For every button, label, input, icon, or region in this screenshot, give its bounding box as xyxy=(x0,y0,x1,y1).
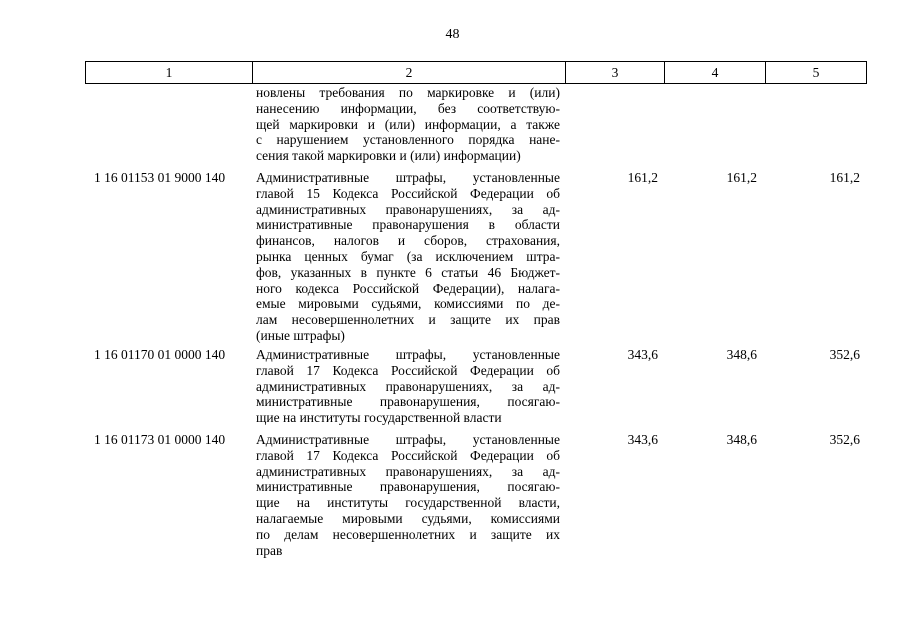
value-col-4: 348,6 xyxy=(726,432,757,447)
description-line: административных правонарушениях, за ад- xyxy=(256,463,560,479)
value-col-5: 352,6 xyxy=(829,432,860,447)
column-header-2: 2 xyxy=(253,62,566,84)
budget-code: 1 16 01170 01 0000 140 xyxy=(94,347,226,362)
description-line: рынка ценных бумаг (за исключением штра- xyxy=(256,248,560,264)
description-line: финансов, налогов и сборов, страхования, xyxy=(256,233,560,249)
description-line: по делам несовершеннолетних и защите их xyxy=(256,526,560,542)
column-header-4: 4 xyxy=(665,62,766,84)
description-line: с нарушением установленного порядка нане- xyxy=(256,132,560,148)
description-line: щей маркировки и (или) информации, а также xyxy=(256,116,560,132)
row-description xyxy=(256,432,560,558)
description-line: главой 17 Кодекса Российской Федерации об xyxy=(256,447,560,463)
description-line: административных правонарушениях, за ад- xyxy=(256,201,560,217)
value-col-4: 161,2 xyxy=(726,170,757,185)
description-line: прав xyxy=(256,542,283,558)
column-header-1: 1 xyxy=(86,62,253,84)
description-line: (иные штрафы) xyxy=(256,327,345,343)
description-line: административных правонарушениях, за ад- xyxy=(256,378,560,394)
description-line: главой 17 Кодекса Российской Федерации об xyxy=(256,362,560,378)
budget-code: 1 16 01173 01 0000 140 xyxy=(94,432,226,447)
description-line: министративные правонарушения в области xyxy=(256,217,560,233)
row-description xyxy=(256,170,560,344)
page-number: 48 xyxy=(445,27,460,42)
column-header-5: 5 xyxy=(766,62,867,84)
value-col-3: 161,2 xyxy=(627,170,658,185)
description-line: нанесению информации, без соответствую- xyxy=(256,100,560,116)
description-line: лам несовершеннолетних и защите их прав xyxy=(256,312,560,328)
description-line: новлены требования по маркировке и (или) xyxy=(256,85,560,100)
budget-code: 1 16 01153 01 9000 140 xyxy=(94,170,226,185)
row-description xyxy=(256,347,560,426)
column-header-row xyxy=(85,61,867,84)
description-line: налагаемые мировыми судьями, комиссиями xyxy=(256,510,560,526)
description-line: фов, указанных в пункте 6 статьи 46 Бюджет- xyxy=(256,264,560,280)
continuation-description xyxy=(256,85,560,164)
value-col-5: 161,2 xyxy=(829,170,860,185)
column-header-3: 3 xyxy=(566,62,665,84)
value-col-4: 348,6 xyxy=(726,347,757,362)
description-line: министративные правонарушения, посягаю- xyxy=(256,479,560,495)
description-line: ного кодекса Российской Федерации), налага- xyxy=(256,280,560,296)
description-line: министративные правонарушения, посягаю- xyxy=(256,394,560,410)
value-col-3: 343,6 xyxy=(627,432,658,447)
value-col-3: 343,6 xyxy=(627,347,658,362)
description-line: емые мировыми судьями, комиссиями по де- xyxy=(256,296,560,312)
description-line: главой 15 Кодекса Российской Федерации об xyxy=(256,185,560,201)
description-line: Административные штрафы, установленные xyxy=(256,347,560,362)
description-line: щие на институты государственной власти xyxy=(256,410,502,426)
value-col-5: 352,6 xyxy=(829,347,860,362)
description-line: сения такой маркировки и (или) информации) xyxy=(256,148,521,164)
description-line: щие на институты государственной власти, xyxy=(256,495,560,511)
description-line: Административные штрафы, установленные xyxy=(256,432,560,447)
description-line: Административные штрафы, установленные xyxy=(256,170,560,185)
